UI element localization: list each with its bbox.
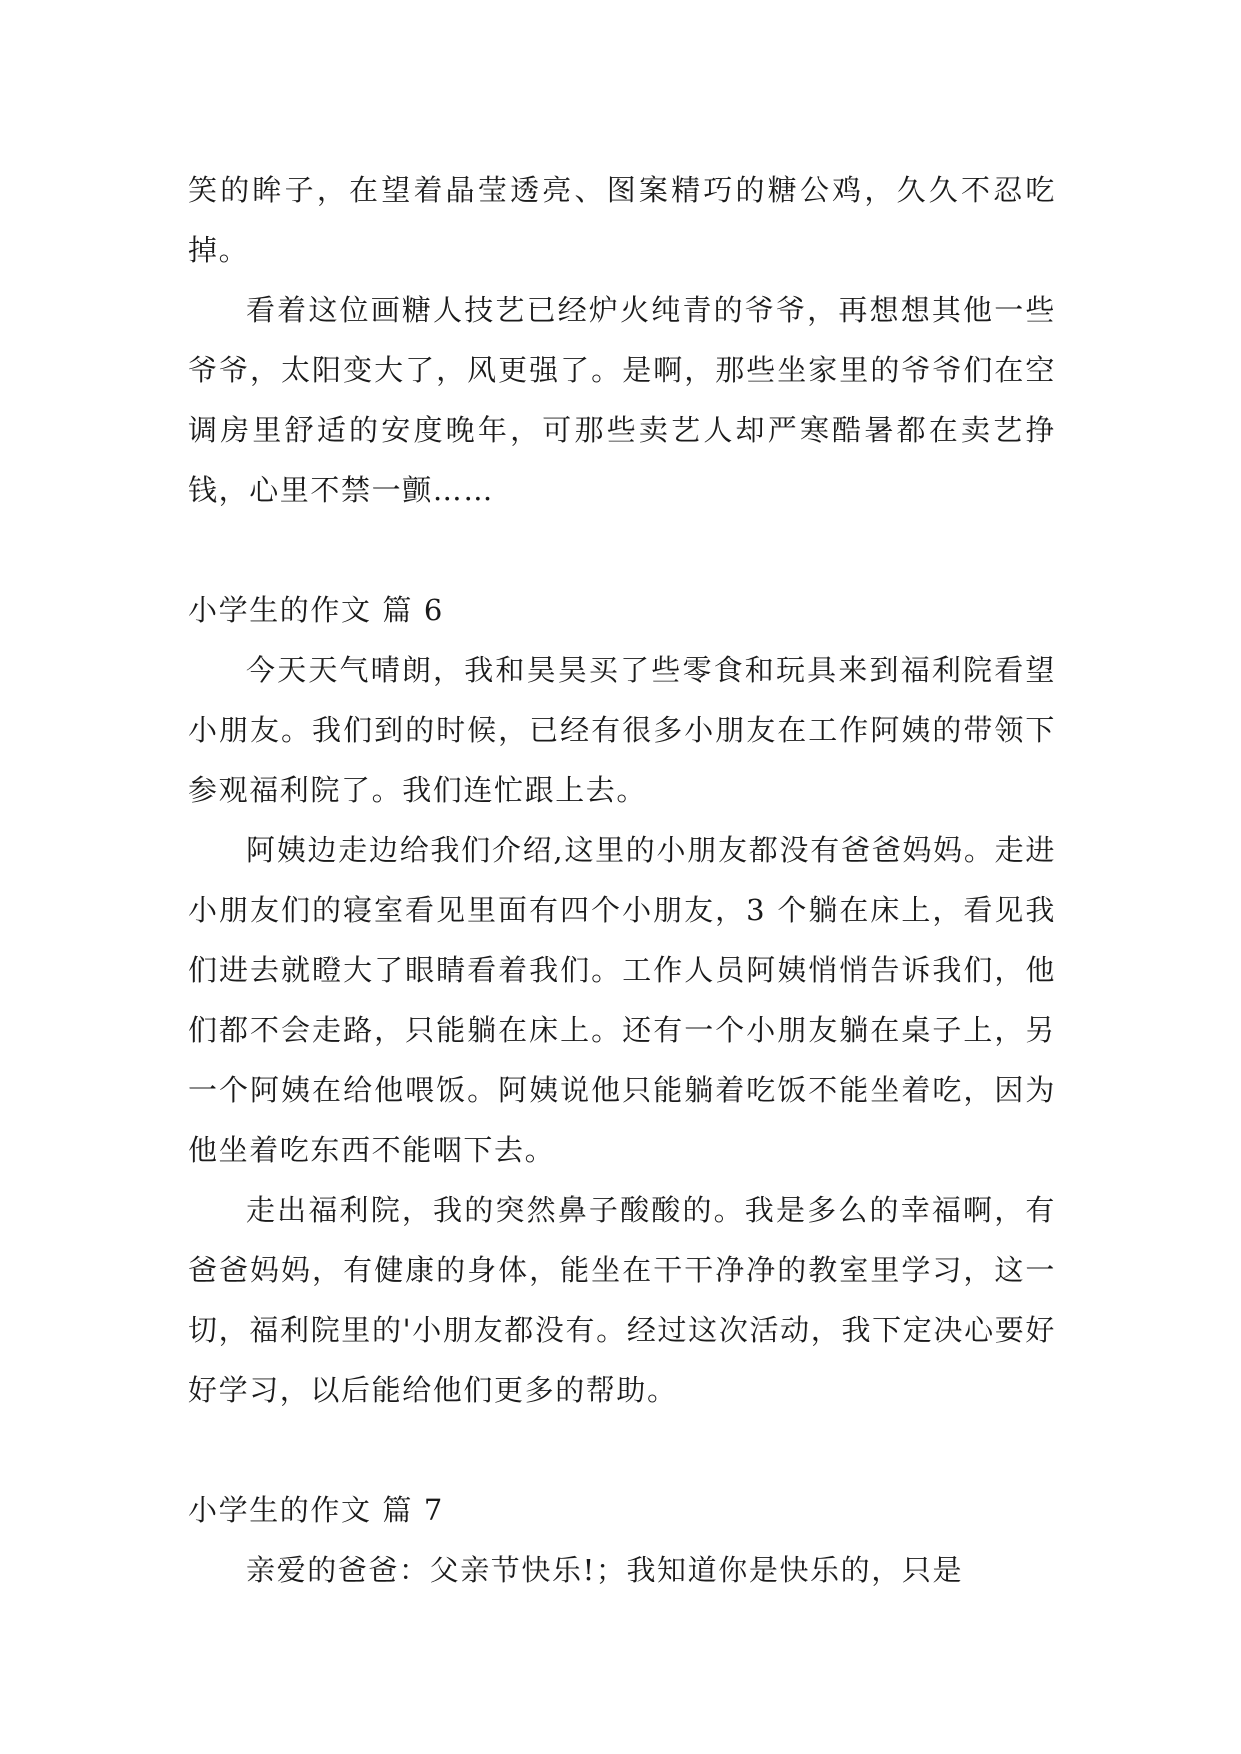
section-heading: 小学生的作文 篇 7 <box>188 1493 444 1527</box>
document-body <box>188 160 1056 1600</box>
paragraph: 阿姨边走边给我们介绍,这里的小朋友都没有爸爸妈妈。走进小朋友们的寝室看见里面有四个小朋友，3 个躺在床上，看见我们进去就瞪大了眼睛看着我们。工作人员阿姨悄悄告诉我们，他们都不会走路，只能躺在床上。还有一个小朋友躺在桌子上，另一个阿姨在给他喂饭。阿姨说他只能躺着吃饭不能坐着吃，因为他坐着吃东西不能咽下去。 <box>188 833 1056 1167</box>
paragraph: 看着这位画糖人技艺已经炉火纯青的爷爷，再想想其他一些爷爷，太阳变大了，风更强了。是啊，那些坐家里的爷爷们在空调房里舒适的安度晚年，可那些卖艺人却严寒酷暑都在卖艺挣钱，心里不禁一颤…… <box>188 293 1056 507</box>
section-heading: 小学生的作文 篇 6 <box>188 593 444 627</box>
paragraph: 亲爱的爸爸：父亲节快乐!；我知道你是快乐的，只是 <box>246 1553 964 1587</box>
paragraph: 笑的眸子，在望着晶莹透亮、图案精巧的糖公鸡，久久不忍吃掉。 <box>188 173 1056 267</box>
paragraph: 今天天气晴朗，我和昊昊买了些零食和玩具来到福利院看望小朋友。我们到的时候，已经有很多小朋友在工作阿姨的带领下参观福利院了。我们连忙跟上去。 <box>188 653 1056 807</box>
paragraph: 走出福利院，我的突然鼻子酸酸的。我是多么的幸福啊，有爸爸妈妈，有健康的身体，能坐在干干净净的教室里学习，这一切，福利院里的'小朋友都没有。经过这次活动，我下定决心要好好学习，以后能给他们更多的帮助。 <box>188 1193 1056 1407</box>
